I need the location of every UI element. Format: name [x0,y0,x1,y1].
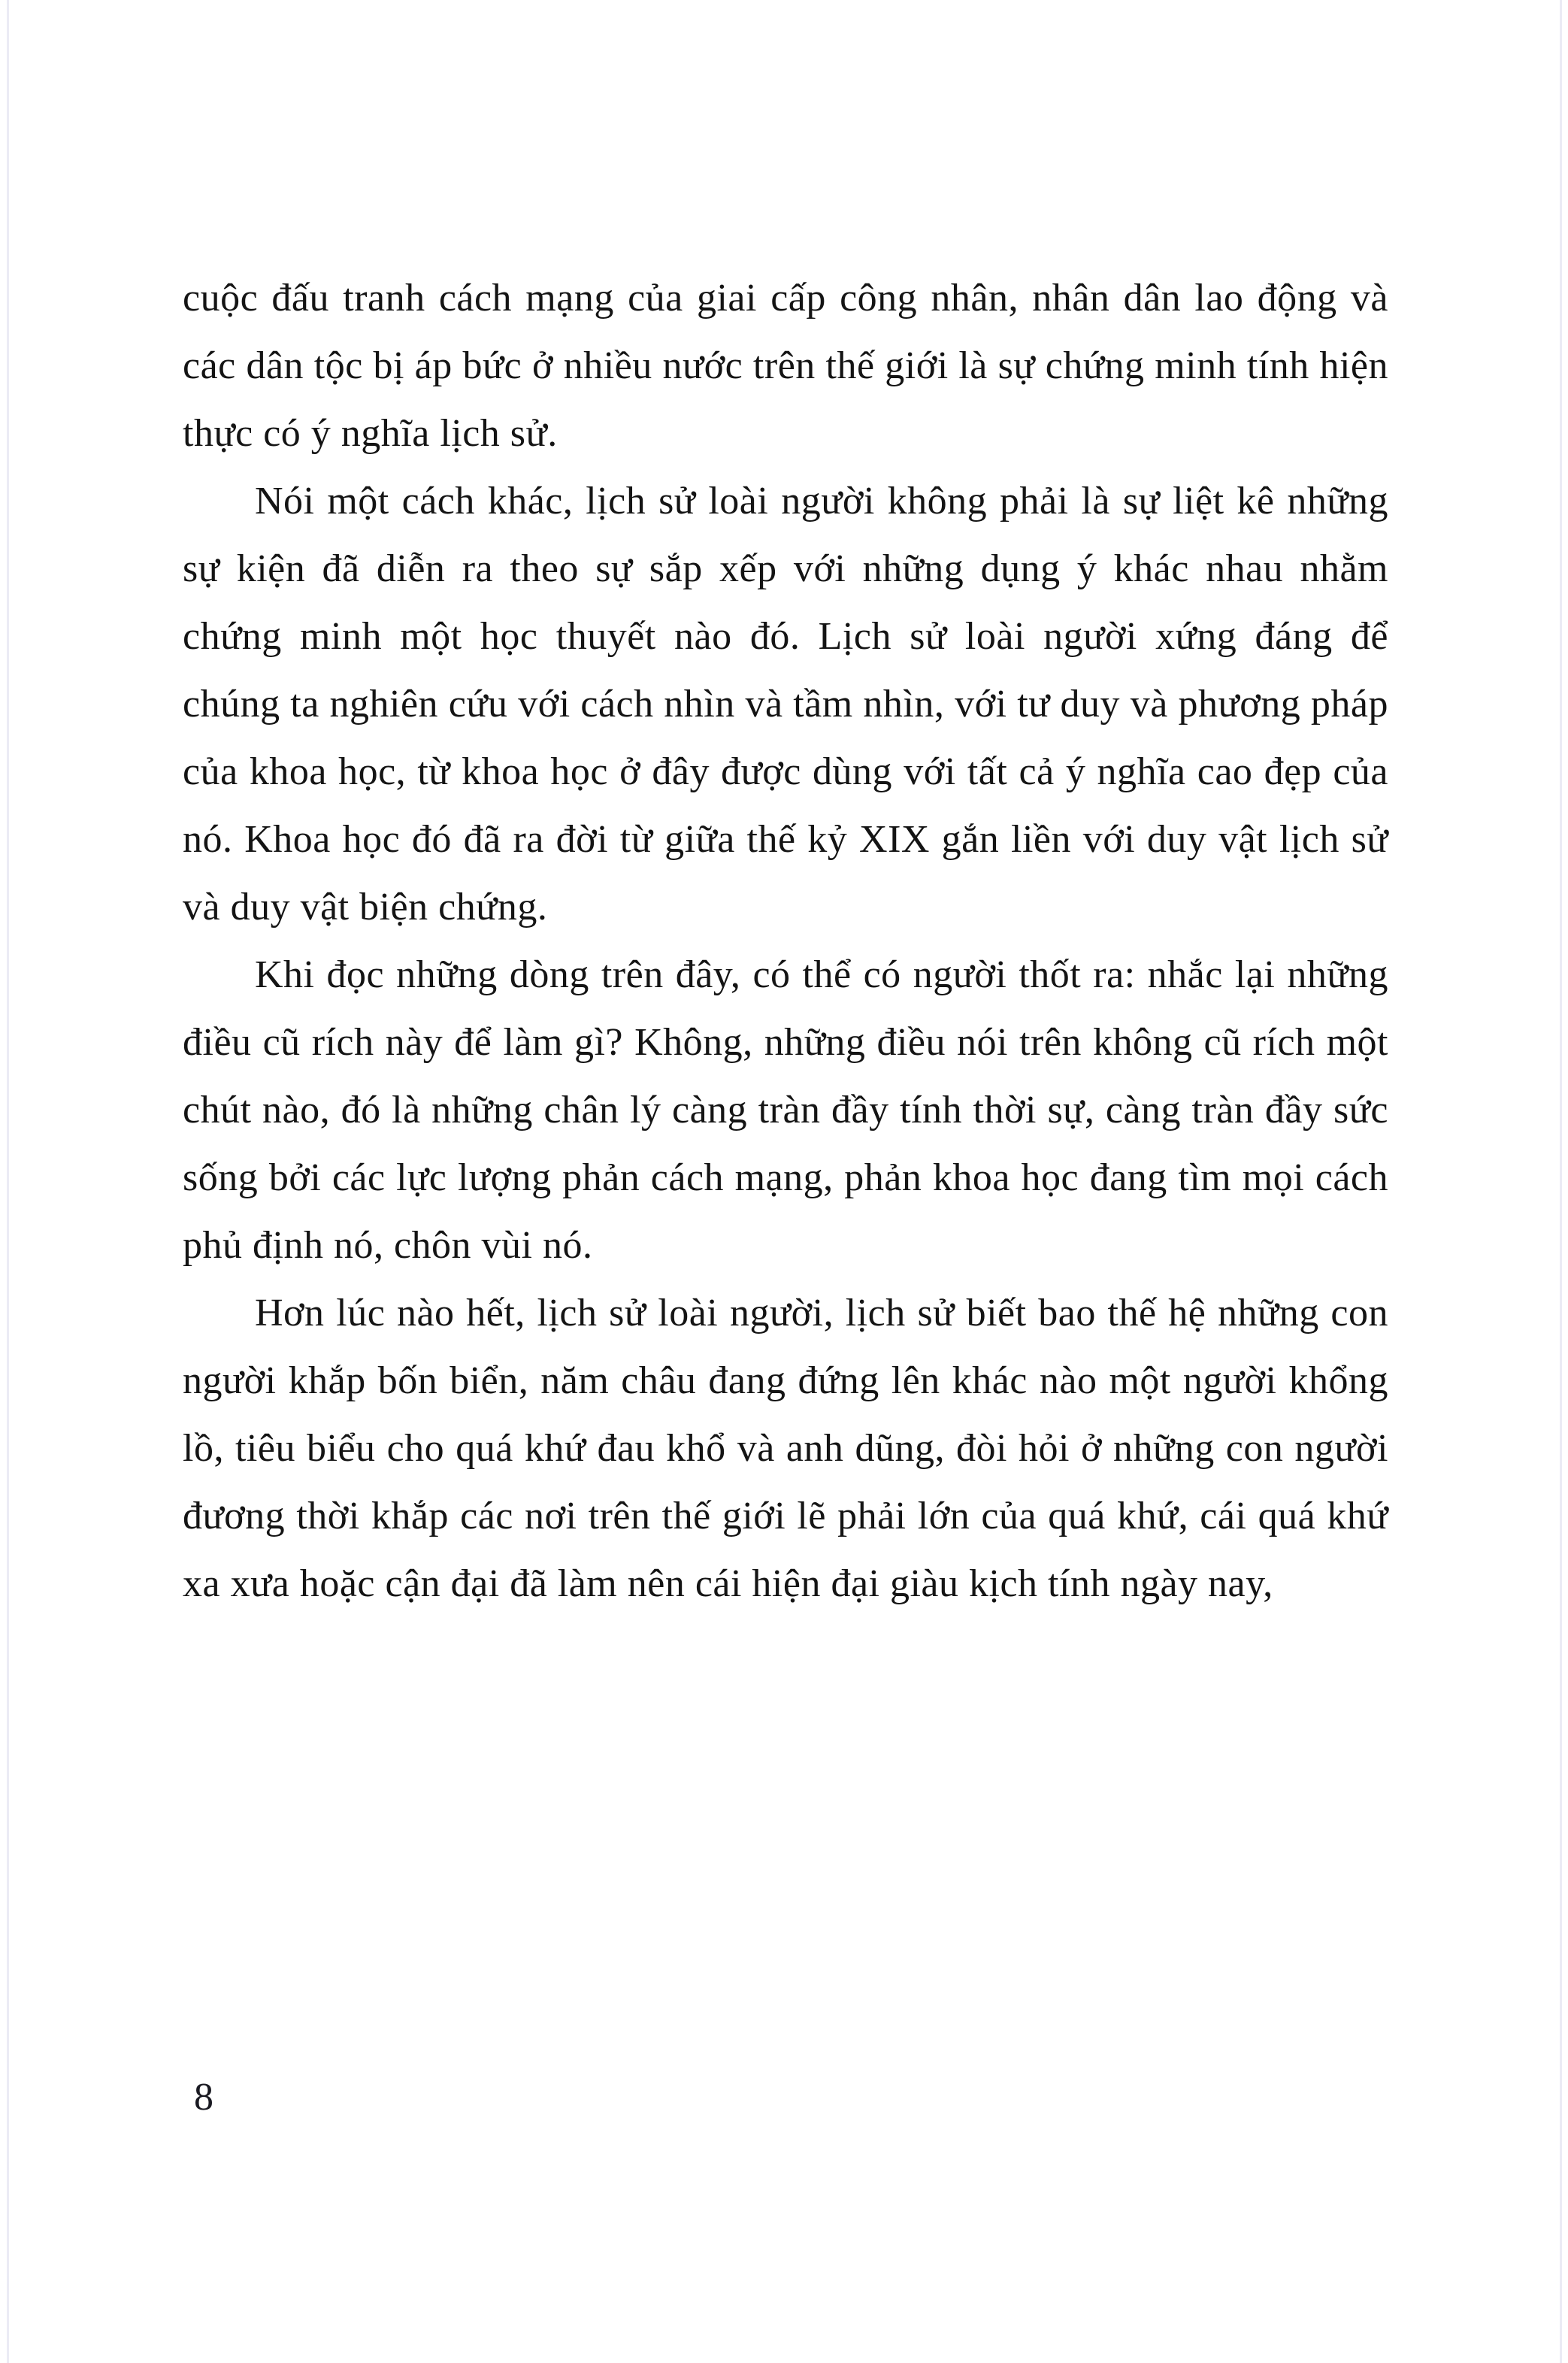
paragraph: cuộc đấu tranh cách mạng của giai cấp công nhân, nhân dân lao động và các dân tộc bị áp bức ở nhiều nước trên thế giới là sự chứng minh tính hiện thực có ý nghĩa lịch sử. [183,277,1388,455]
scan-edge-left [7,0,9,2363]
paragraph: Hơn lúc nào hết, lịch sử loài người, lịch sử biết bao thế hệ những con người khắp bốn biển, năm châu đang đứng lên khác nào một người khổng lồ, tiêu biểu cho quá khứ đau khổ và anh dũng, đòi hỏi ở những con người đương thời khắp các nơi trên thế giới lẽ phải lớn của quá khứ, cái quá khứ xa xưa hoặc cận đại đã làm nên cái hiện đại giàu kịch tính ngày nay, [183,1292,1388,1605]
paragraph: Nói một cách khác, lịch sử loài người không phải là sự liệt kê những sự kiện đã diễn ra theo sự sắp xếp với những dụng ý khác nhau nhằm chứng minh một học thuyết nào đó. Lịch sử loài người xứng đáng để chúng ta nghiên cứu với cách nhìn và tầm nhìn, với tư duy và phương pháp của khoa học, từ khoa học ở đây được dùng với tất cả ý nghĩa cao đẹp của nó. Khoa học đó đã ra đời từ giữa thế kỷ XIX gắn liền với duy vật lịch sử và duy vật biện chứng. [183,480,1388,929]
page-number: 8 [194,2076,213,2119]
paragraph: Khi đọc những dòng trên đây, có thể có người thốt ra: nhắc lại những điều cũ rích này để làm gì? Không, những điều nói trên không cũ rích một chút nào, đó là những chân lý càng tràn đầy tính thời sự, càng tràn đầy sức sống bởi các lực lượng phản cách mạng, phản khoa học đang tìm mọi cách phủ định nó, chôn vùi nó. [183,953,1388,1267]
scan-edge-right [1560,0,1562,2363]
body-text [183,265,1388,1618]
